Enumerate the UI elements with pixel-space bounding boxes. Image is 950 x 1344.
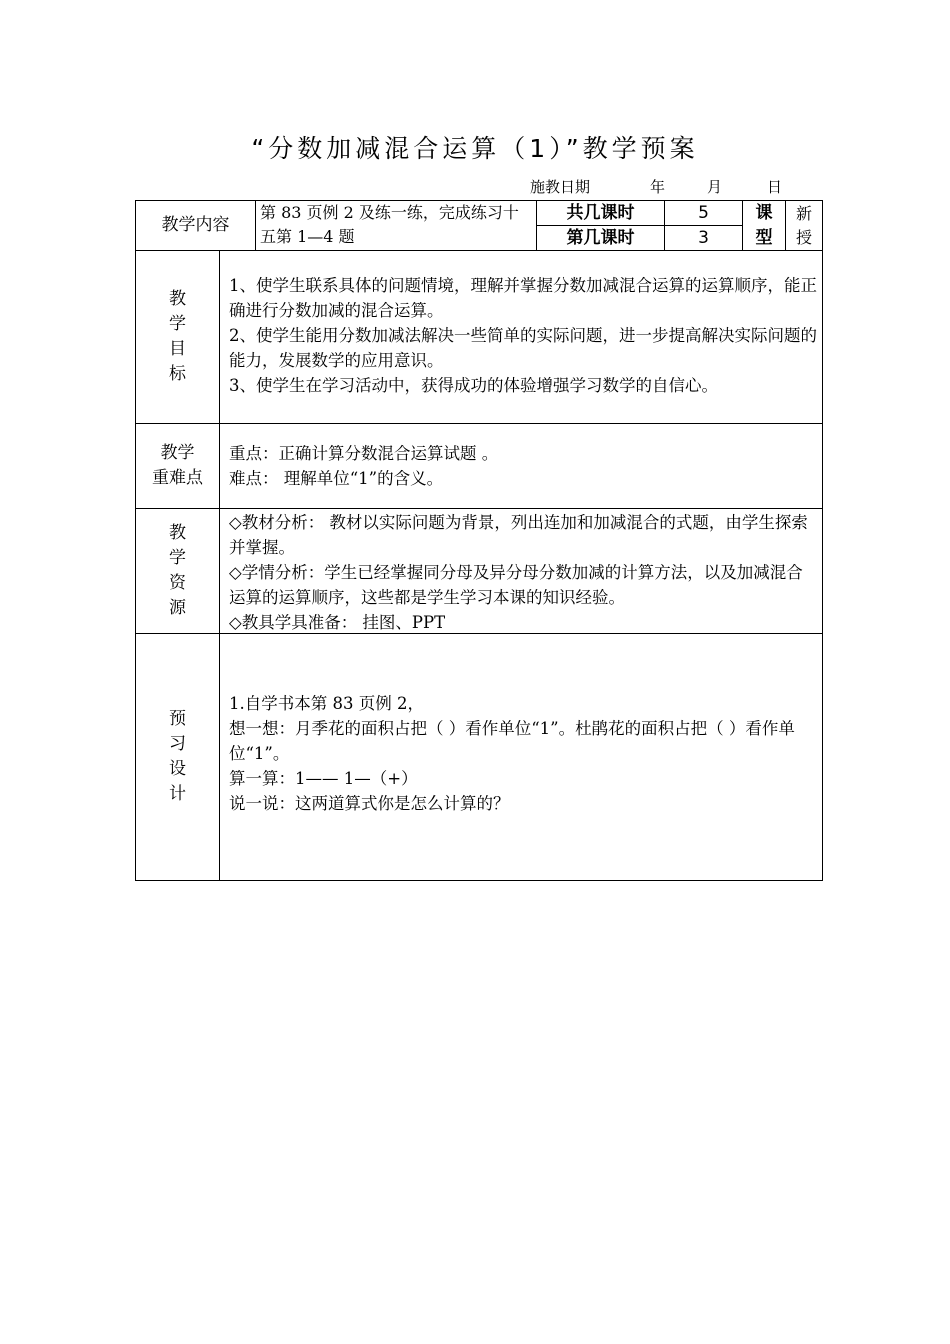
preview-design-header-cell [136,634,219,880]
goal-item: 2、使学生能用分数加减法解决一些简单的实际问题，进一步提高解决实际问题的能力，发展数学的应用意识。 [229,326,817,370]
difficult-point: 难点： 理解单位“1”的含义。 [229,469,444,488]
preview-design-header: 预习设计 [169,709,186,804]
key-point: 重点：正确计算分数混合运算试题 。 [229,444,499,463]
lesson-type-label-cell [743,201,785,250]
key-points-header-line1: 教学 [160,443,195,463]
key-points-content [229,441,817,491]
teaching-content-header: 教学内容 [161,215,230,235]
resource-item: ◇学情分析：学生已经掌握同分母及异分母分数加减的计算方法，以及加减混合运算的运算顺序，这些都是学生学习本课的知识经验。 [229,563,803,607]
lesson-type-value: 新授 [795,203,812,247]
date-year: 年 [650,178,666,196]
preview-item: 想一想：月季花的面积占把（ ）看作单位“1”。杜鹃花的面积占把（ ）看作单位“1”。 [229,719,795,763]
preview-item: 算一算：1—— 1—（+） [229,769,418,788]
table-row-divider [135,508,823,509]
table-row-divider [135,250,823,251]
table-row-divider [135,423,823,424]
table-col-divider [219,250,220,881]
teaching-goals-content [229,273,817,398]
key-points-header [136,424,219,508]
lesson-type-value-cell [786,201,822,250]
goal-item: 3、使学生在学习活动中，获得成功的体验增强学习数学的自信心。 [229,376,718,395]
teaching-content-text: 第 83 页例 2 及练一练，完成练习十五第 1—4 题 [260,203,519,246]
teaching-goals-header: 教学目标 [169,289,186,384]
table-border-right [822,200,823,881]
page-title: “分数加减混合运算（1）”教学预案 [251,134,699,163]
teaching-goals-header-cell [136,251,219,423]
lesson-type-label: 课型 [755,202,773,248]
date-month: 月 [707,178,723,196]
preview-item: 说一说：这两道算式你是怎么计算的？ [229,794,510,813]
table-col-divider [255,200,256,250]
period-number-value: 3 [698,227,709,248]
date-label: 施教日期 [530,178,591,196]
total-periods-label: 共几课时 [566,202,635,223]
teaching-resources-header: 教学资源 [169,523,186,618]
resource-item: ◇教具学具准备： 挂图、PPT [229,613,446,632]
key-points-header-line2: 重难点 [152,468,203,488]
teaching-resources-header-cell [136,509,219,633]
table-border-bottom [135,880,823,881]
goal-item: 1、使学生联系具体的问题情境，理解并掌握分数加减混合运算的运算顺序，能正确进行分数加减的混合运算。 [229,276,817,320]
resource-item: ◇教材分析： 教材以实际问题为背景，列出连加和加减混合的式题，由学生探索并掌握。 [229,513,808,557]
date-line [0,176,950,198]
preview-design-content [229,691,819,816]
teaching-resources-content [229,510,817,635]
date-day: 日 [767,178,783,196]
period-number-label: 第几课时 [566,227,635,248]
preview-item: 1.自学书本第 83 页例 2， [229,694,424,713]
total-periods-value: 5 [698,202,709,223]
